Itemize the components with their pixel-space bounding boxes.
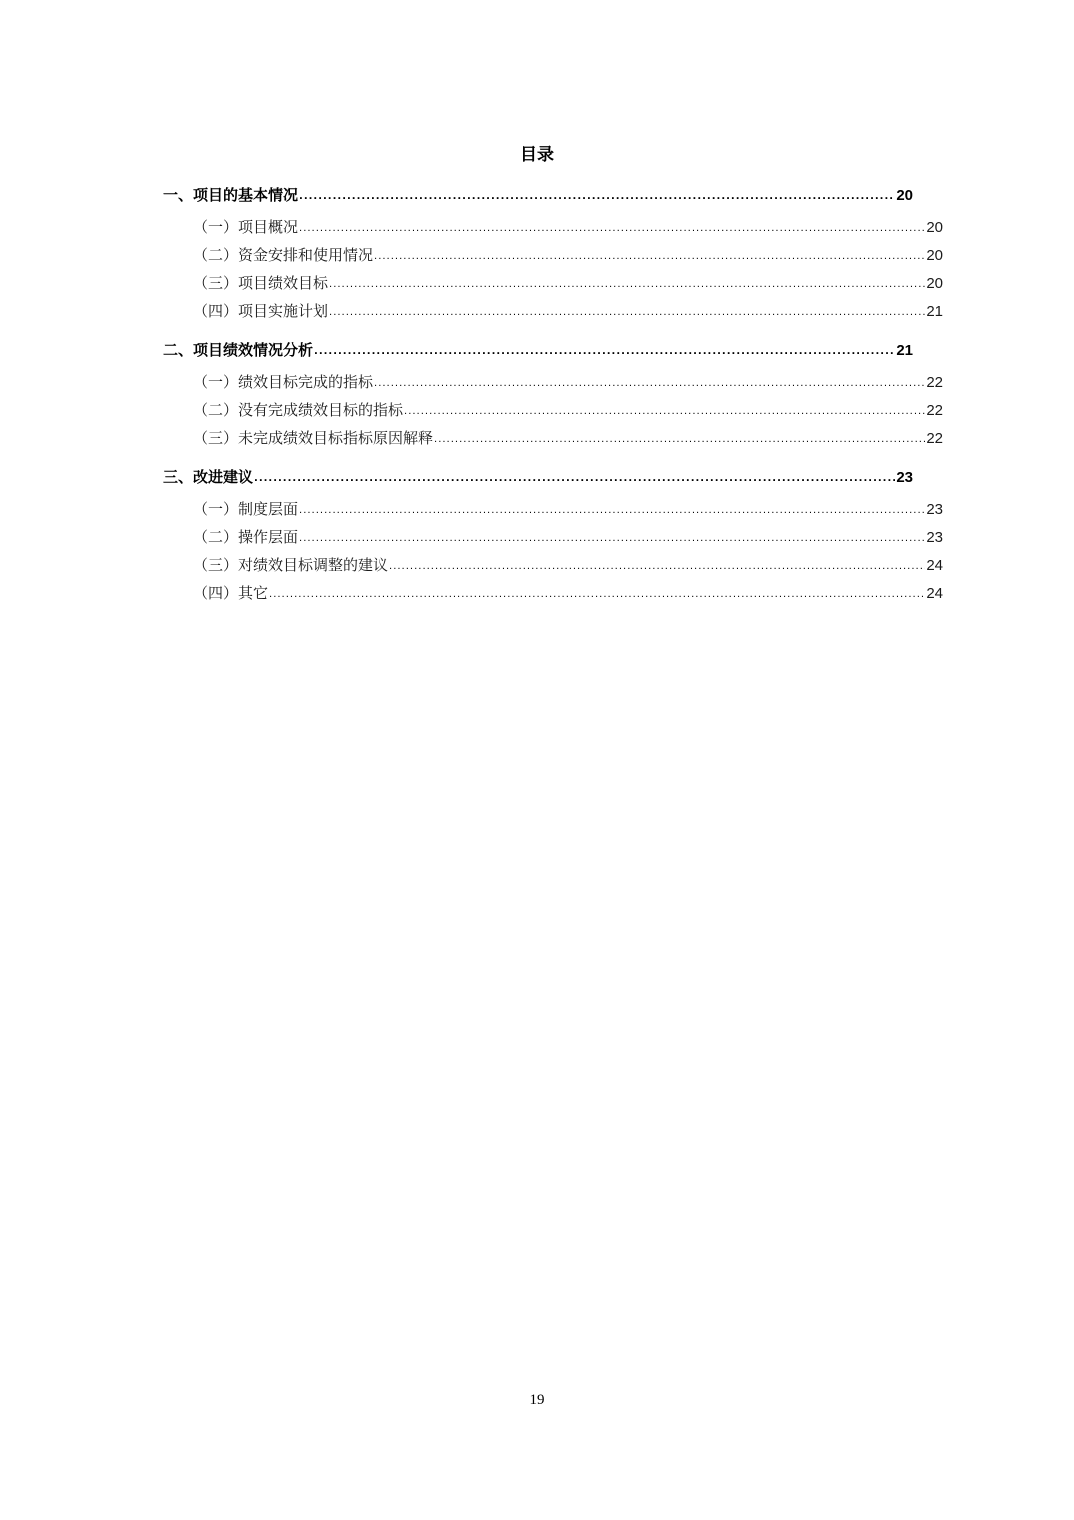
toc-entry-label: （一）绩效目标完成的指标 <box>193 373 374 391</box>
toc-entry-page: 20 <box>926 219 943 236</box>
toc-entry-subsection[interactable] <box>163 368 943 396</box>
toc-dot-leader <box>404 407 925 417</box>
toc-entry-label: （三）项目绩效目标 <box>193 274 329 292</box>
toc-entry-section-3[interactable] <box>163 463 913 491</box>
toc-title: 目录 <box>520 145 554 165</box>
toc-entry-subsection[interactable] <box>163 579 943 607</box>
toc-dot-leader <box>389 562 925 572</box>
toc-dot-leader <box>299 192 895 202</box>
toc-entry-label: 三、改进建议 <box>163 468 254 486</box>
toc-entry-page: 23 <box>926 501 943 518</box>
toc-dot-leader <box>299 534 925 544</box>
toc-entry-page: 20 <box>896 187 913 204</box>
toc-entry-subsection[interactable] <box>163 424 943 452</box>
toc-entry-page: 20 <box>926 247 943 264</box>
page-number: 19 <box>529 1392 545 1408</box>
toc-dot-leader <box>299 506 925 516</box>
toc-dot-leader <box>329 308 925 318</box>
toc-dot-leader <box>314 347 895 357</box>
toc-entry-label: 二、项目绩效情况分析 <box>163 341 314 359</box>
toc-entry-label: （一）制度层面 <box>193 500 299 518</box>
toc-entry-section-2[interactable] <box>163 336 913 364</box>
toc-entry-page: 24 <box>926 585 943 602</box>
toc-dot-leader <box>374 379 925 389</box>
toc-dot-leader <box>254 474 895 484</box>
toc-entry-page: 21 <box>926 303 943 320</box>
toc-entry-subsection[interactable] <box>163 523 943 551</box>
toc-entry-subsection[interactable] <box>163 495 943 523</box>
toc-dot-leader <box>269 590 925 600</box>
toc-entry-label: （三）未完成绩效目标指标原因解释 <box>193 429 434 447</box>
toc-dot-leader <box>299 224 925 234</box>
toc-entry-label: （二）资金安排和使用情况 <box>193 246 374 264</box>
toc-entry-label: （三）对绩效目标调整的建议 <box>193 556 389 574</box>
toc-entry-page: 23 <box>896 469 913 486</box>
toc-dot-leader <box>329 280 925 290</box>
toc-entry-subsection[interactable] <box>163 297 943 325</box>
toc-entry-page: 22 <box>926 402 943 419</box>
toc-entry-section-1[interactable] <box>163 181 913 209</box>
toc-entry-subsection[interactable] <box>163 213 943 241</box>
toc-entry-page: 20 <box>926 275 943 292</box>
toc-entry-label: （二）没有完成绩效目标的指标 <box>193 401 404 419</box>
toc-entry-label: （二）操作层面 <box>193 528 299 546</box>
toc-dot-leader <box>374 252 925 262</box>
toc-entry-subsection[interactable] <box>163 551 943 579</box>
toc-entry-page: 22 <box>926 374 943 391</box>
toc-entry-label: （四）项目实施计划 <box>193 302 329 320</box>
toc-entry-page: 24 <box>926 557 943 574</box>
toc-entry-label: 一、项目的基本情况 <box>163 186 299 204</box>
toc-dot-leader <box>434 435 925 445</box>
toc-entry-subsection[interactable] <box>163 396 943 424</box>
toc-entry-label: （四）其它 <box>193 584 269 602</box>
toc-entry-subsection[interactable] <box>163 241 943 269</box>
toc-list <box>163 181 943 607</box>
toc-entry-page: 22 <box>926 430 943 447</box>
toc-entry-page: 21 <box>896 342 913 359</box>
toc-entry-page: 23 <box>926 529 943 546</box>
toc-entry-subsection[interactable] <box>163 269 943 297</box>
toc-entry-label: （一）项目概况 <box>193 218 299 236</box>
